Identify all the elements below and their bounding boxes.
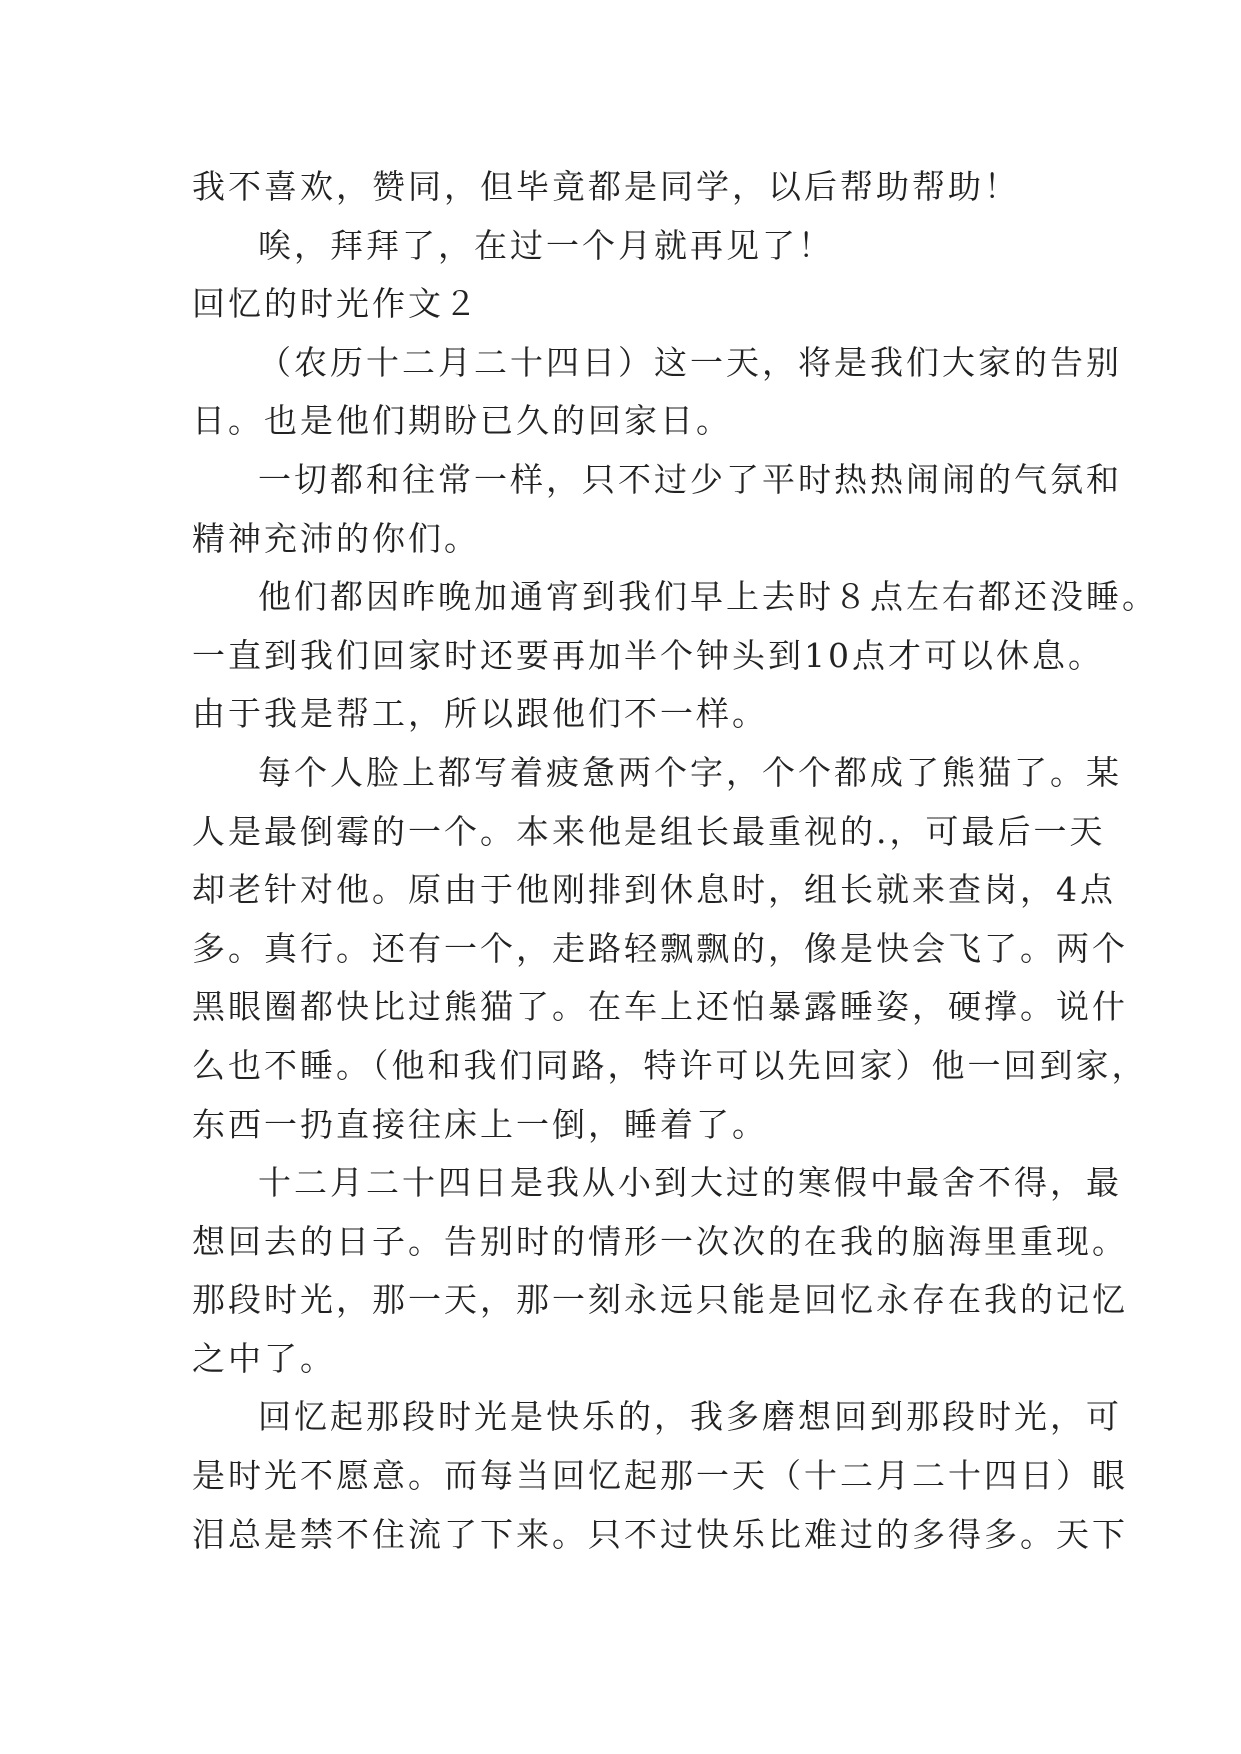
text-line: 么也不睡。（他和我们同路，特许可以先回家）他一回到家， xyxy=(192,1045,1148,1085)
text-line: 我不喜欢，赞同，但毕竟都是同学，以后帮助帮助！ xyxy=(192,167,1020,206)
text-line: 由于我是帮工，所以跟他们不一样。 xyxy=(192,694,768,734)
text-line: （农历十二月二十四日）这一天，将是我们大家的告别 xyxy=(258,342,1122,382)
text-line: 之中了。 xyxy=(192,1338,336,1378)
text-line: 却老针对他。原由于他刚排到休息时，组长就来查岗，4点 xyxy=(192,870,1116,910)
text-line: 多。真行。还有一个，走路轻飘飘的，像是快会飞了。两个 xyxy=(192,928,1128,968)
text-line: 东西一扔直接往床上一倒，睡着了。 xyxy=(192,1104,768,1144)
text-line: 回忆起那段时光是快乐的，我多磨想回到那段时光，可 xyxy=(258,1397,1122,1437)
essay-title: 回忆的时光作文２ xyxy=(192,284,480,324)
text-line: 一切都和往常一样，只不过少了平时热热闹闹的气氛和 xyxy=(258,459,1122,499)
text-line: 泪总是禁不住流了下来。只不过快乐比难过的多得多。天下 xyxy=(192,1514,1128,1554)
text-line: 每个人脸上都写着疲惫两个字，个个都成了熊猫了。某 xyxy=(258,752,1122,792)
text-line: 唉，拜拜了，在过一个月就再见了！ xyxy=(258,225,834,265)
text-line: 那段时光，那一天，那一刻永远只能是回忆永存在我的记忆 xyxy=(192,1280,1128,1320)
essay-body xyxy=(192,158,1158,1564)
text-line: 黑眼圈都快比过熊猫了。在车上还怕暴露睡姿，硬撑。说什 xyxy=(192,987,1128,1027)
text-line: 精神充沛的你们。 xyxy=(192,518,480,558)
text-line: 是时光不愿意。而每当回忆起那一天（十二月二十四日）眼 xyxy=(192,1456,1128,1496)
text-line: 他们都因昨晚加通宵到我们早上去时８点左右都还没睡。 xyxy=(258,577,1158,617)
text-line: 日。也是他们期盼已久的回家日。 xyxy=(192,401,732,441)
text-line: 十二月二十四日是我从小到大过的寒假中最舍不得，最 xyxy=(258,1163,1122,1203)
text-line: 一直到我们回家时还要再加半个钟头到10点才可以休息。 xyxy=(192,635,1104,675)
text-line: 想回去的日子。告别时的情形一次次的在我的脑海里重现。 xyxy=(192,1221,1128,1261)
text-line: 人是最倒霉的一个。本来他是组长最重视的.，可最后一天 xyxy=(192,811,1106,851)
